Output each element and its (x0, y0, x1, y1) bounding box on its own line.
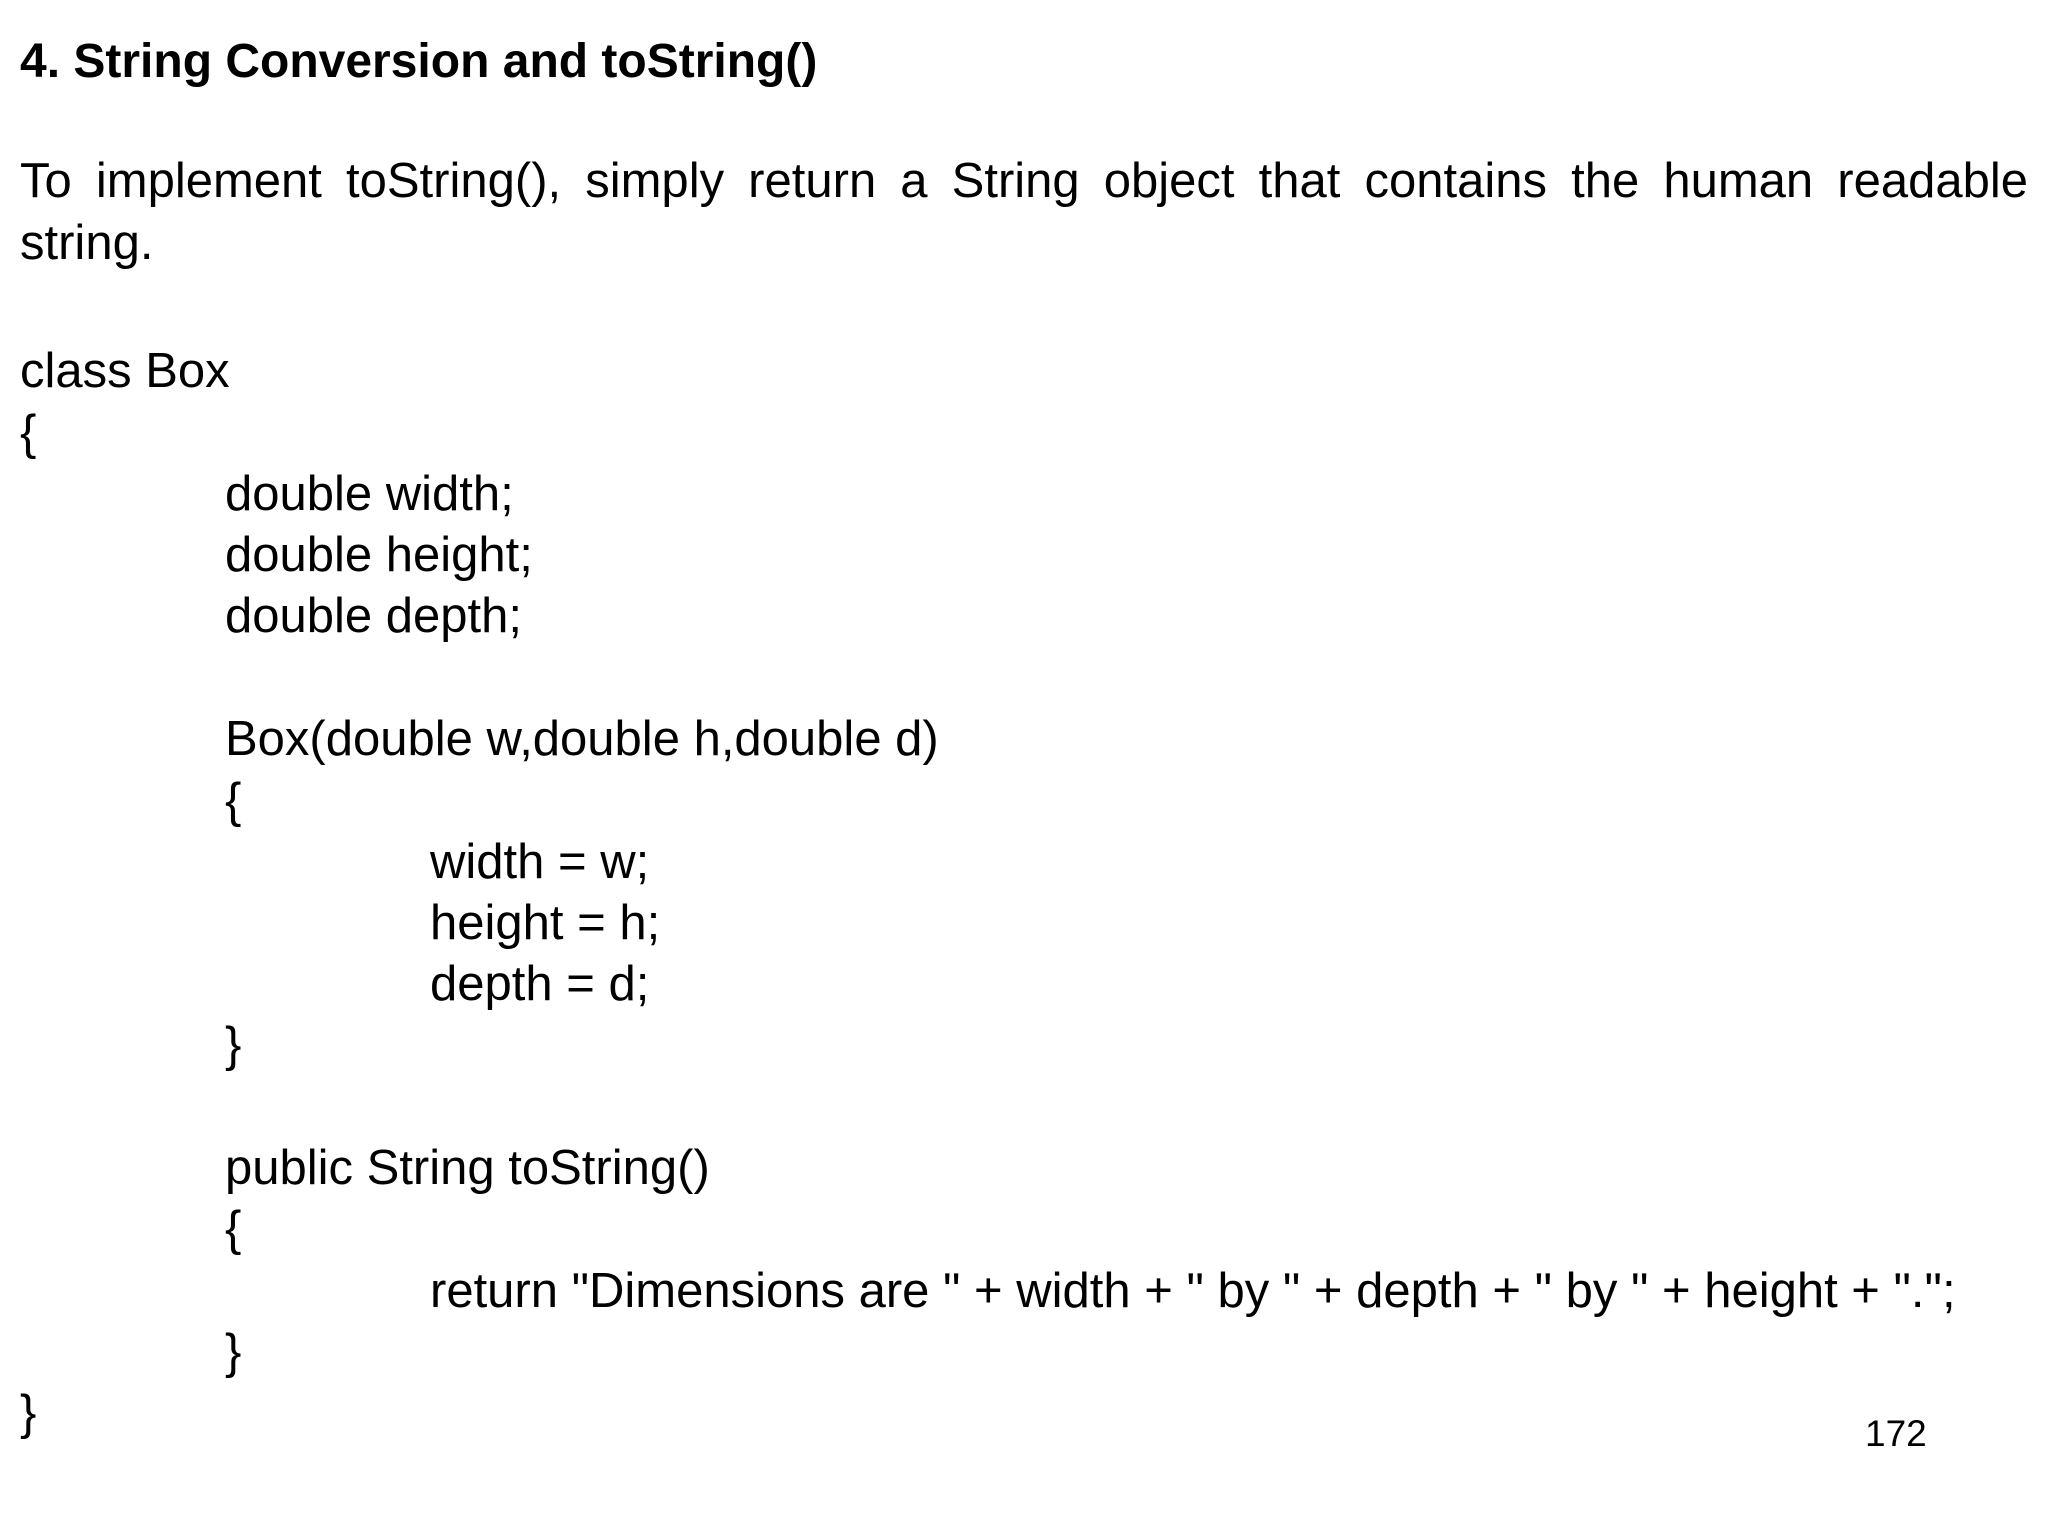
code-line: } (20, 1386, 37, 1440)
code-line: { (225, 1202, 242, 1256)
code-line: { (225, 774, 242, 828)
code-line: height = h; (430, 896, 661, 950)
code-line: return "Dimensions are " + width + " by " + depth + " by " + height + "."; (430, 1264, 1956, 1318)
code-line: double height; (225, 528, 533, 582)
intro-paragraph: To implement toString(), simply return a String object that contains the human readable string. (20, 154, 2028, 270)
code-line: } (225, 1018, 242, 1072)
code-line: public String toString() (225, 1141, 710, 1195)
code-line: double width; (225, 467, 514, 521)
code-line: { (20, 406, 37, 460)
section-heading: 4. String Conversion and toString() (20, 35, 818, 88)
page-number: 172 (1865, 1413, 1927, 1454)
code-line: width = w; (430, 835, 650, 889)
code-line: double depth; (225, 589, 522, 643)
code-line: } (225, 1325, 242, 1379)
code-line: class Box (20, 344, 230, 398)
code-line: depth = d; (430, 957, 650, 1011)
code-line: Box(double w,double h,double d) (225, 712, 939, 766)
